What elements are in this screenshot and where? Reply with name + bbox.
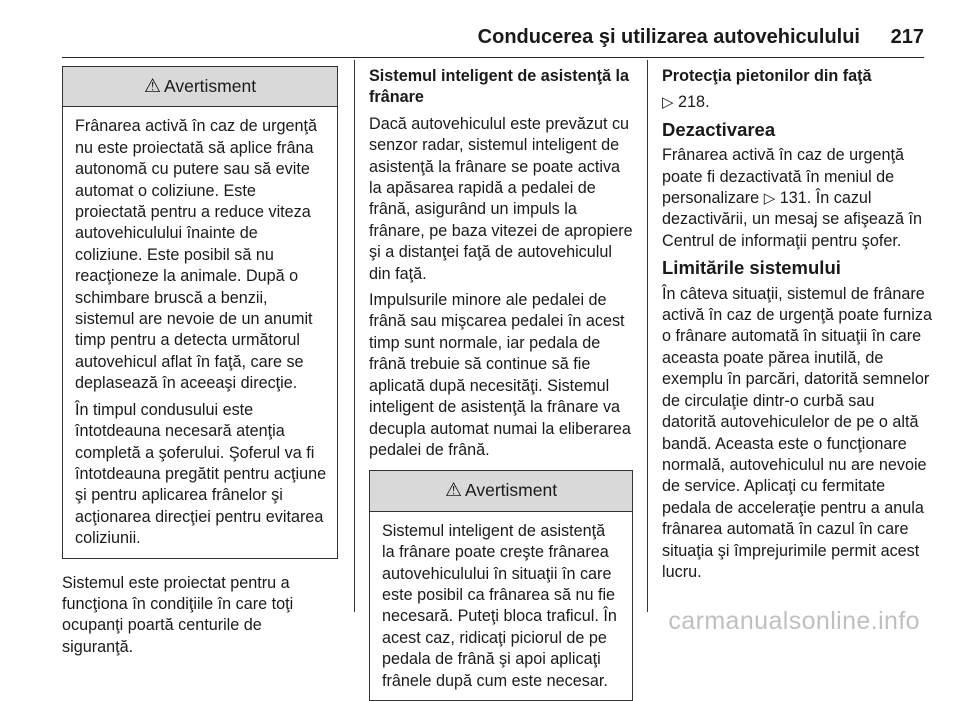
column-divider-1 — [354, 60, 355, 612]
column-3 — [662, 66, 932, 588]
page-reference-link[interactable]: 218 — [678, 93, 706, 112]
deactivation-paragraph — [662, 145, 932, 252]
pedestrian-protection-ref: ▷ 218. — [662, 93, 710, 112]
column-2 — [369, 66, 633, 701]
page-reference-link[interactable]: 131 — [779, 189, 807, 208]
limitations-paragraph: În câteva situaţii, sistemul de frânare activă în caz de urgenţă poate furniza o frânare automată în situaţii în care aceasta poate părea inutilă, de exemplu în parcări, datorită semnelor de circulaţie dintr-o curbă sau datorită autovehiculelor de pe o altă bandă. Aceasta este o funcţionare normală, autovehiculul nu are nevoie de service. Aplicaţi cu fermitate pedala de acceleraţie pentru a anula frânarea automată în cazul în care situaţia şi împrejurimile permit acest lucru. — [662, 284, 932, 581]
warning-box-1-paragraph: Frânarea activă în caz de urgenţă nu este proiectată să aplice frâna autonomă cu putere sau să evite automat o coliziune. Este proiectată pentru a reduce viteza autovehiculului înainte de coliziune. Este posibil să nu reacţioneze la animale. După o schimbare bruscă a benzii, sistemul are nevoie de un anumit timp pentru a detecta următorul autovehicul aflat în faţă, care se deplasează în aceeaşi direcţie. — [75, 117, 318, 393]
warning-box-2-label: Avertisment — [464, 480, 558, 501]
brake-assist-paragraph: Impulsurile minore ale pedalei de frână sau mişcarea pedalei în acest timp sunt normale, iar pedala de frână trebuie să continue să fie aplicată după necesităţi. Sistemul inteligent de asistenţă la frânare va decupla automat numai la eliberarea pedalei de frână. — [369, 291, 631, 459]
column-divider-2 — [647, 60, 648, 612]
warning-box-1-paragraph: În timpul condusului este întotdeauna necesară atenţia completă a şoferului. Şoferul va fi întotdeauna pregătit pentru acţiune şi pentru aplicarea frânelor şi acţionarea direcţiei pentru evitarea coliziunii. — [75, 400, 327, 548]
warning-box-1-header — [63, 67, 337, 107]
warning-box-1-body — [63, 107, 337, 557]
running-header-title: Conducerea şi utilizarea autovehiculului — [477, 26, 860, 48]
warning-box-2 — [369, 470, 633, 701]
brake-assist-heading: Sistemul inteligent de asistenţă la frânare — [369, 67, 629, 107]
warning-box-1 — [62, 66, 338, 559]
page-reference-icon: ▷ — [662, 94, 674, 112]
page-reference-icon: ▷ — [763, 190, 776, 208]
deactivation-text: Frânarea activă în caz de urgenţă poate fi dezactivată în meniul de personalizare — [662, 146, 905, 208]
warning-triangle-icon: ⚠ — [143, 76, 161, 97]
brake-assist-paragraph: Dacă autovehiculul este prevăzut cu senzor radar, sistemul inteligent de asistenţă la frânare se poate activa la apăsarea rapidă a pedalei de frână, asigurând un impuls la frânare, pe baza vitezei de apropiere şi a distanţei faţă de autovehiculul din faţă. — [369, 114, 633, 283]
limitations-heading: Limitările sistemului — [662, 257, 841, 279]
column-1 — [62, 66, 338, 663]
header-rule — [62, 57, 924, 58]
page-number: 217 — [890, 26, 924, 48]
warning-triangle-icon: ⚠ — [444, 480, 462, 502]
warning-box-1-label: Avertisment — [163, 76, 257, 96]
seatbelt-note: Sistemul este proiectat pentru a funcţiona în condiţiile în care toţi ocupanţi poartă centurile de siguranţă. — [62, 573, 294, 656]
deactivation-text-cont: . În cazul dezactivării, un mesaj se afişează în Centrul de informaţii pentru şofer. — [662, 189, 923, 250]
warning-box-2-paragraph: Sistemul inteligent de asistenţă la frânare poate creşte frânarea autovehiculului în situaţii în care este posibil ca frânarea să nu fie necesară. Puteţi bloca traficul. În acest caz, ridicaţi piciorul de pe pedala de frână şi apoi aplicaţi frânele după cum este necesar. — [382, 521, 617, 690]
warning-box-2-header — [370, 471, 632, 511]
warning-box-2-body — [370, 512, 632, 700]
watermark: carmanualsonline.info — [668, 607, 920, 635]
pedestrian-protection-heading: Protecţia pietonilor din faţă — [662, 67, 872, 85]
deactivation-heading: Dezactivarea — [662, 118, 776, 140]
